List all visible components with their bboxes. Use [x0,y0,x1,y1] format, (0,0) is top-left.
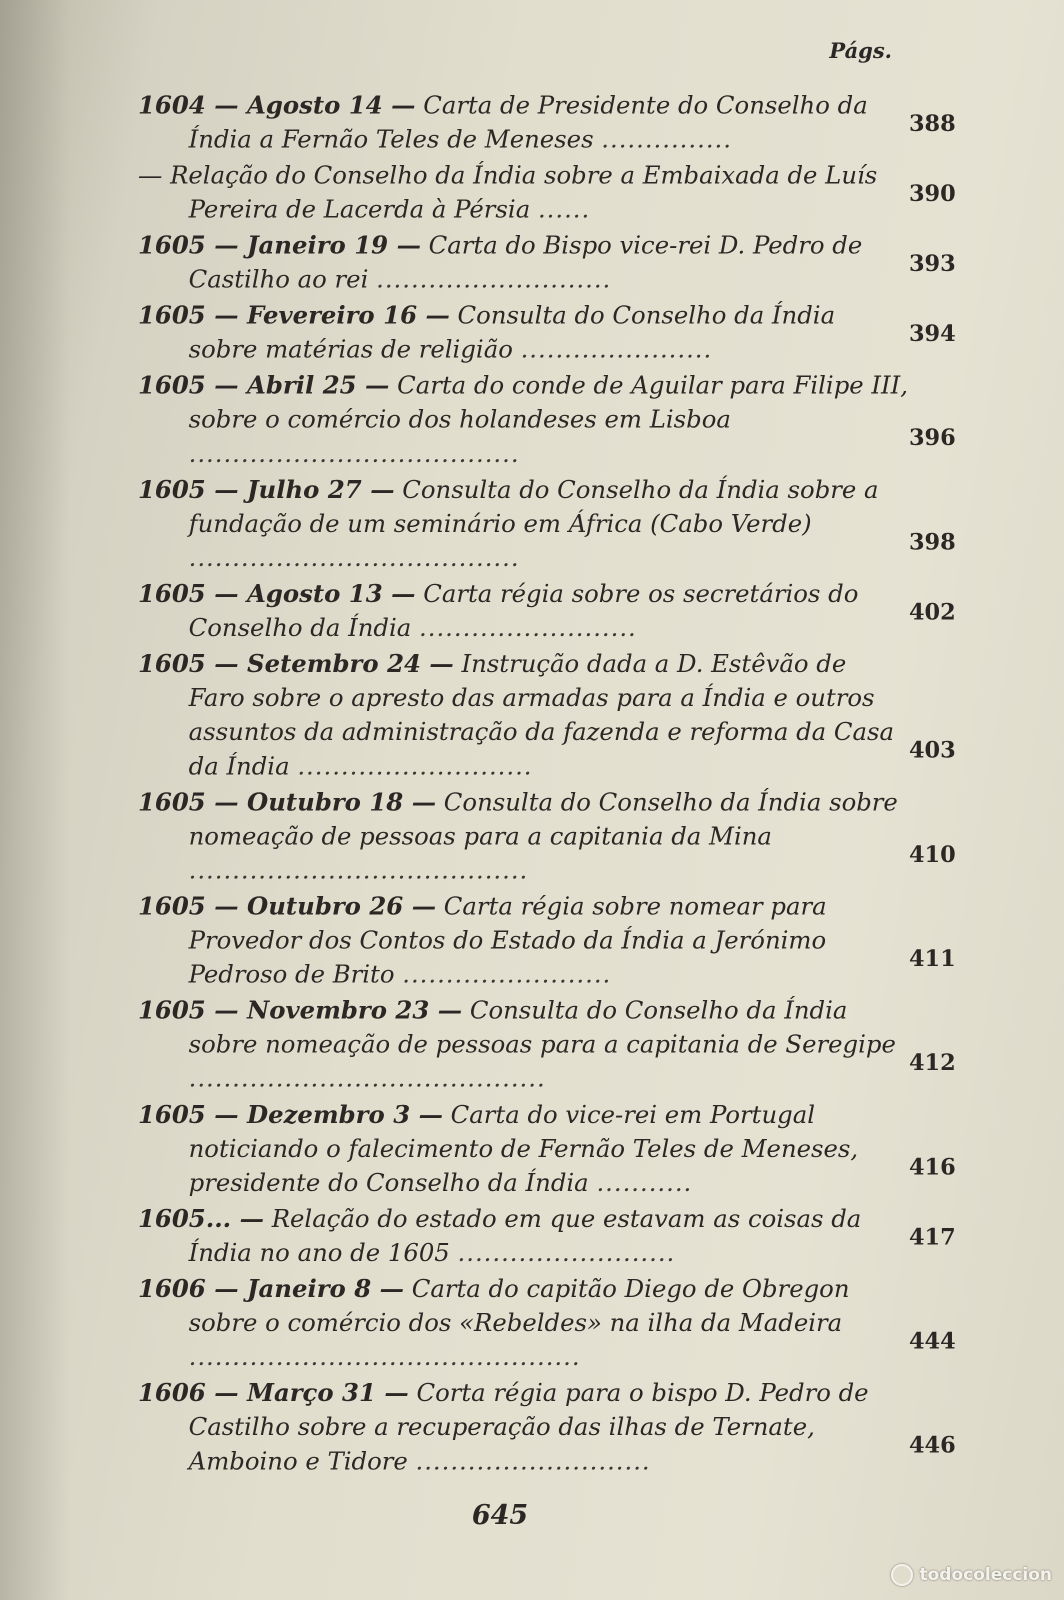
toc-entry-page-number: 394 [908,320,956,347]
toc-entry [138,1097,956,1199]
toc-entry-date: 1604 — Agosto 14 — [138,90,416,120]
toc-entry-leader-dots: ........................... [376,265,612,294]
toc-entry-text [138,368,909,470]
toc-entry [138,368,956,470]
toc-entry-date: 1605 — Outubro 26 — [138,892,437,921]
toc-entry [138,298,956,366]
toc-entry-date: 1606 — Março 31 — [138,1378,409,1407]
toc-entry [138,785,956,887]
binding-shadow [0,0,70,1600]
toc-entry-date: 1605 — Abril 25 — [138,371,390,400]
watermark-text: todocoleccion [919,1565,1052,1585]
toc-entry-title: Carta régia sobre os secretários do Conselho da Índia [188,579,859,642]
toc-entry [138,1376,956,1478]
toc-entry [138,88,956,156]
toc-entry-leader-dots: ........................ [402,960,612,989]
watermark-logo-icon [891,1564,913,1586]
toc-entry-page-number: 412 [908,1049,956,1077]
toc-entry-page-number: 411 [908,945,956,972]
toc-entry-text [138,228,909,296]
toc-entry-date: 1606 — Janeiro 8 — [138,1274,404,1303]
toc-entry-text [138,577,909,645]
toc-entry-page-number: 402 [908,599,956,626]
toc-entry-leader-dots: ......................................... [188,1064,546,1093]
toc-entry-text [138,1272,909,1374]
toc-entry-text [138,298,909,366]
toc-entry [138,158,956,226]
toc-entry-leader-dots: ......................... [457,1238,676,1267]
watermark [891,1564,1052,1586]
toc-entry-page-number: 393 [908,250,956,277]
toc-entry-page-number: 398 [908,528,956,556]
toc-entry-date: 1605... — [138,1204,264,1233]
toc-entry-date: 1605 — Julho 27 — [138,475,395,504]
table-of-contents [138,88,956,1480]
toc-entry-leader-dots: ...... [537,195,591,224]
toc-entry-date: 1605 — Janeiro 19 — [138,231,421,260]
toc-entry-text [138,158,909,226]
toc-entry-title: Consulta do Conselho da Índia sobre nomeação de pessoas para a capitania de Seregipe [188,996,896,1059]
toc-entry-title: Carta do capitão Diego de Obregon sobre o comércio dos «Rebeldes» na ilha da Madeira [188,1274,850,1337]
toc-entry-title: Carta régia sobre nomear para Provedor dos Contos do Estado da Índia a Jerónimo Pedroso de Brito [188,892,827,989]
toc-entry-page-number: 444 [908,1328,956,1355]
toc-entry-title: Carta do conde de Aguilar para Filipe III, sobre o comércio dos holandeses em Lisboa [188,371,909,434]
toc-entry-leader-dots: ...................................... [188,439,520,468]
toc-entry-date: 1605 — Agosto 13 — [138,579,416,608]
toc-entry-text [138,473,909,575]
toc-entry-page-number: 417 [908,1223,956,1251]
page-number: 645 [471,1500,529,1531]
toc-entry-leader-dots: ............................................. [188,1342,581,1371]
toc-entry-title: Relação do estado em que estavam as coisas da Índia no ano de 1605 [188,1204,862,1267]
toc-entry-text [138,647,909,783]
toc-entry [138,1272,956,1374]
toc-entry-page-number: 446 [908,1432,956,1459]
toc-entry-text [138,88,909,156]
toc-entry-date: 1605 — Outubro 18 — [138,787,437,817]
toc-entry-text [138,889,909,991]
toc-entry-date: 1605 — Fevereiro 16 — [138,301,450,330]
toc-entry-title: Instrução dada a D. Estêvão de Faro sobre o apresto das armadas para a Índia e outros assuntos da administração da fazenda e reforma da Casa da Índia [188,649,895,781]
toc-entry-text [138,1376,909,1478]
toc-entry-title: Consulta do Conselho da Índia sobre nomeação de pessoas para a capitania da Mina [188,787,898,851]
toc-entry-title: Carta do vice-rei em Portugal noticiando o falecimento de Fernão Teles de Meneses, presidente do Conselho da Índia [188,1100,859,1197]
toc-entry-title: Consulta do Conselho da Índia sobre a fundação de um seminário em África (Cabo Verde) [188,475,879,538]
toc-entry-date: 1605 — Setembro 24 — [138,649,454,678]
toc-entry-title: Carta do Bispo vice-rei D. Pedro de Castilho ao rei [188,231,863,294]
toc-entry-text [138,785,909,887]
toc-entry-title: Consulta do Conselho da Índia sobre matérias de religião [188,301,836,364]
toc-entry-text [138,1202,909,1270]
toc-entry-page-number: 410 [908,841,956,868]
toc-entry-date: 1605 — Dezembro 3 — [138,1100,443,1129]
toc-entry [138,993,956,1095]
toc-entry [138,228,956,296]
toc-entry-leader-dots: ........................... [415,1446,651,1476]
toc-entry-page-number: 390 [908,180,956,207]
toc-entry-date: 1605 — Novembro 23 — [138,996,463,1025]
pages-column-label: Págs. [829,38,892,63]
toc-entry-leader-dots: ........................... [297,751,533,781]
toc-entry-leader-dots: ...................................... [188,543,520,572]
toc-entry-leader-dots: ........... [596,1168,693,1197]
toc-entry-page-number: 396 [908,424,956,452]
toc-entry [138,647,956,783]
toc-entry [138,1202,956,1270]
toc-entry [138,889,956,991]
toc-entry-leader-dots: ...................... [520,335,713,364]
toc-entry-page-number: 388 [908,110,956,137]
toc-entry [138,577,956,645]
toc-entry-text [138,993,909,1095]
toc-entry-text [138,1097,909,1199]
toc-entry-page-number: 416 [908,1153,956,1181]
toc-entry [138,473,956,575]
toc-entry-leader-dots: ....................................... [188,856,529,885]
toc-entry-leader-dots: ............... [601,124,732,154]
toc-entry-page-number: 403 [908,737,956,764]
toc-entry-title: Carta de Presidente do Conselho da Índia a Fernão Teles de Meneses [188,90,868,154]
toc-entry-leader-dots: ......................... [419,613,637,642]
toc-entry-title: Corta régia para o bispo D. Pedro de Castilho sobre a recuperação das ilhas de Ternate, Amboino e Tidore [188,1378,869,1476]
toc-entry-title: — Relação do Conselho da Índia sobre a Embaixada de Luís Pereira de Lacerda à Pérsia [138,161,878,224]
